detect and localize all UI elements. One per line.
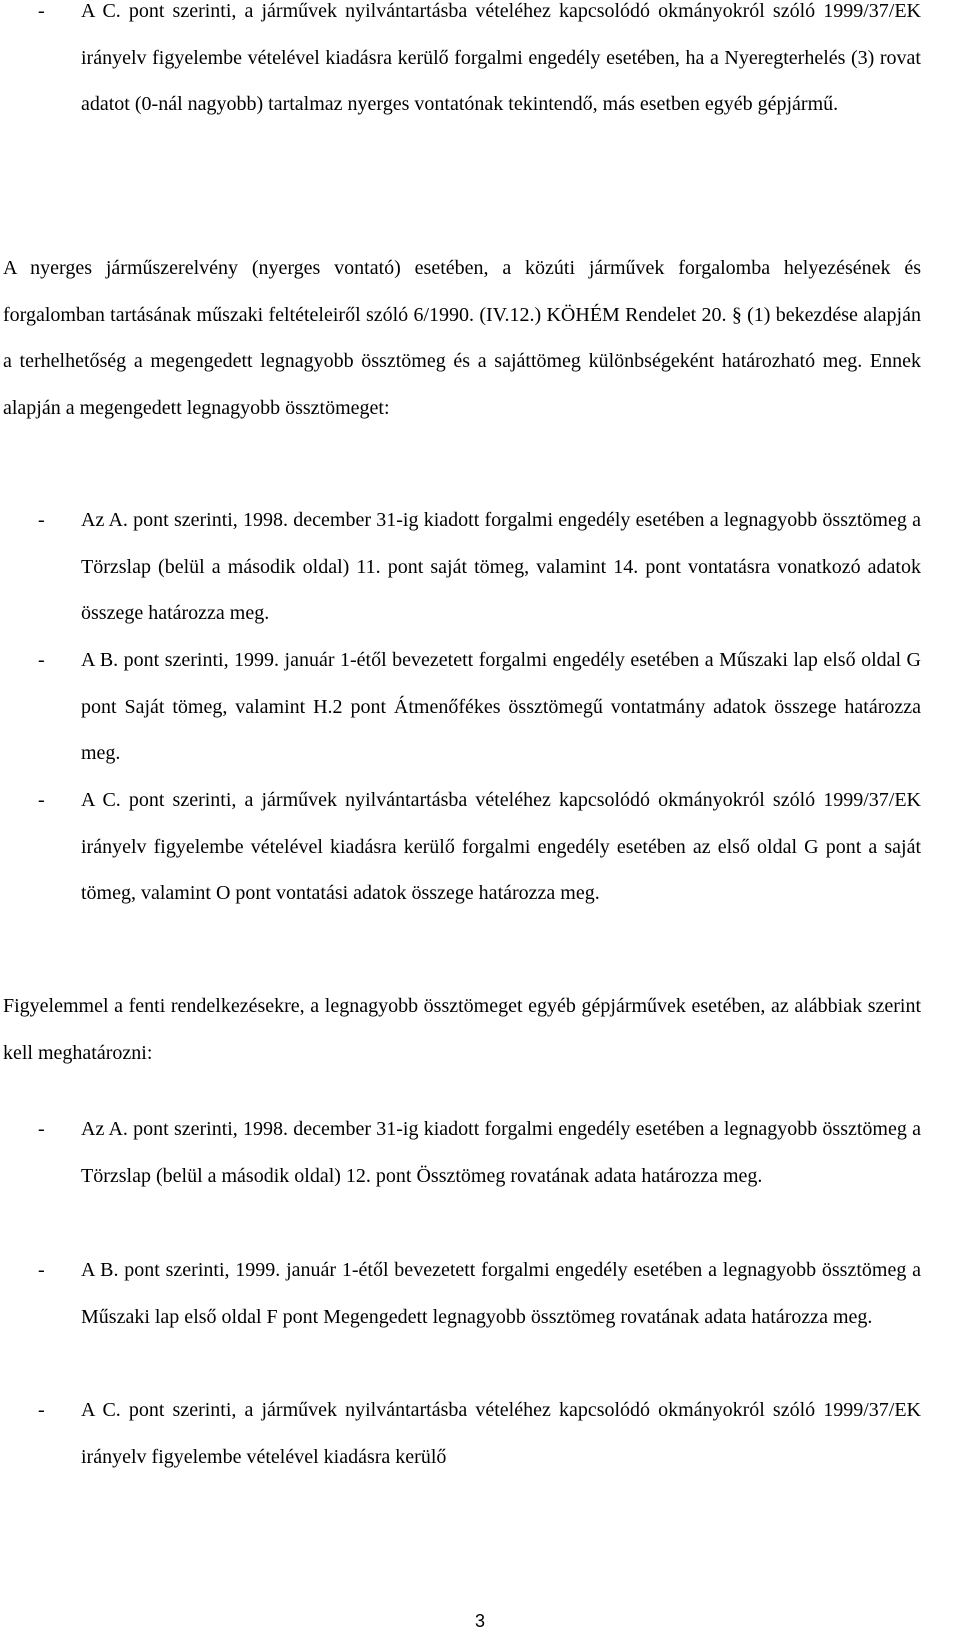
list-item <box>3 637 921 777</box>
list-item <box>3 497 921 637</box>
list-dash: - <box>38 1118 45 1140</box>
list-dash: - <box>38 0 45 22</box>
list-item-text: A B. pont szerinti, 1999. január 1-étől bevezetett forgalmi engedély esetében a legnagyobb össztömeg a Műszaki lap első oldal F pont Megengedett legnagyobb össztömeg rovatának adata határozza meg. <box>81 1259 921 1328</box>
list-dash: - <box>38 789 45 811</box>
list-item-text: A C. pont szerinti, a járművek nyilvántartásba vételéhez kapcsolódó okmányokról szóló 1999/37/EK irányelv figyelembe vételével kiadásra kerülő forgalmi engedély esetében, ha a Nyeregterhelés (3) rovat adatot (0-nál nagyobb) tartalmaz nyerges vontatónak tekintendő, más esetben egyéb gépjármű. <box>81 0 921 116</box>
list-dash: - <box>38 649 45 671</box>
list-dash: - <box>38 1259 45 1281</box>
list-item <box>3 1247 921 1340</box>
list-item-text: A C. pont szerinti, a járművek nyilvántartásba vételéhez kapcsolódó okmányokról szóló 1999/37/EK irányelv figyelembe vételével kiadásra kerülő forgalmi engedély esetében az első oldal G pont a saját tömeg, valamint O pont vontatási adatok összege határozza meg. <box>81 789 921 905</box>
list-item <box>3 1106 921 1199</box>
list-item <box>3 1387 921 1480</box>
list-item-text: Az A. pont szerinti, 1998. december 31-ig kiadott forgalmi engedély esetében a legnagyobb össztömeg a Törzslap (belül a második oldal) 11. pont saját tömeg, valamint 14. pont vontatásra vonatkozó adatok összege határozza meg. <box>81 509 921 625</box>
list-item <box>3 777 921 917</box>
list-item-text: Az A. pont szerinti, 1998. december 31-ig kiadott forgalmi engedély esetében a legnagyobb össztömeg a Törzslap (belül a második oldal) 12. pont Össztömeg rovatának adata határozza meg. <box>81 1118 921 1187</box>
list-item <box>3 0 921 128</box>
page-number: 3 <box>474 1611 485 1631</box>
list-dash: - <box>38 509 45 531</box>
list-item-text: A B. pont szerinti, 1999. január 1-étől bevezetett forgalmi engedély esetében a Műszaki lap első oldal G pont Saját tömeg, valamint H.2 pont Átmenőfékes össztömegű vontatmány adatok összege határozza meg. <box>81 649 921 765</box>
list-item-text: A C. pont szerinti, a járművek nyilvántartásba vételéhez kapcsolódó okmányokról szóló 1999/37/EK irányelv figyelembe vételével kiadásra kerülő <box>81 1399 921 1468</box>
paragraph: Figyelemmel a fenti rendelkezésekre, a legnagyobb össztömeget egyéb gépjárművek esetében, az alábbiak szerint kell meghatározni: <box>3 995 921 1064</box>
paragraph: A nyerges járműszerelvény (nyerges vontató) esetében, a közúti járművek forgalomba helyezésének és forgalomban tartásának műszaki feltételeiről szóló 6/1990. (IV.12.) KÖHÉM Rendelet 20. § (1) bekezdése alapján a terhelhetőség a megengedett legnagyobb össztömeg és a sajáttömeg különbségeként határozható meg. Ennek alapján a megengedett legnagyobb össztömeget: <box>3 257 921 420</box>
list-dash: - <box>38 1399 45 1421</box>
